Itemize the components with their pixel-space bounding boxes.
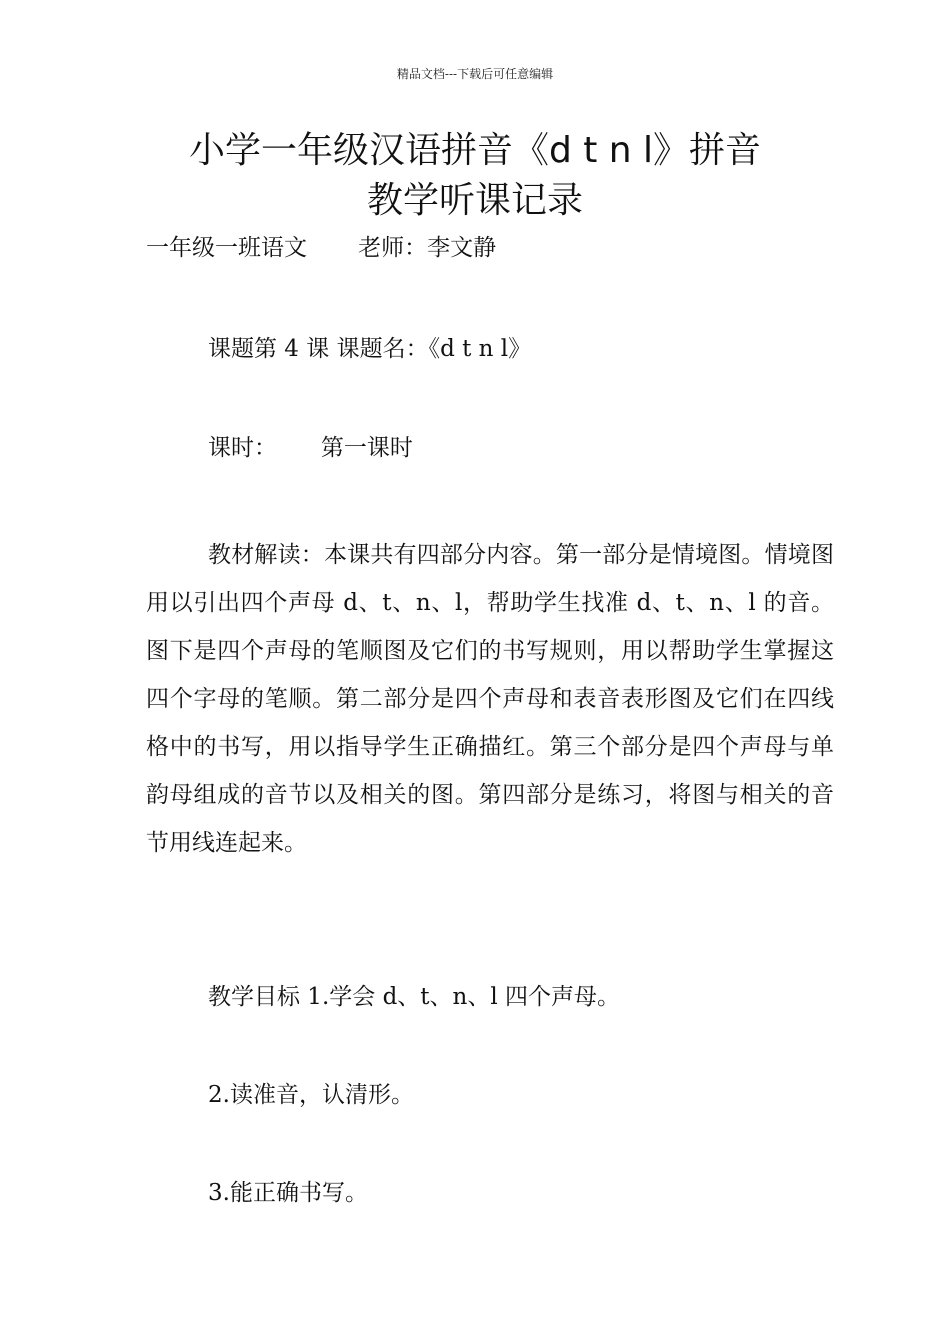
title-line-2: 教学听课记录 xyxy=(366,180,583,221)
teaching-goal-2: 2.读准音，认清形。 xyxy=(208,1082,414,1108)
title-line-1: 小学一年级汉语拼音《d t n l》拼音 xyxy=(188,130,762,171)
lesson-title-line: 课题第 4 课 课题名：《d t n l》 xyxy=(208,336,532,362)
teaching-goal-1: 教学目标 1.学会 d、t、n、l 四个声母。 xyxy=(208,984,621,1010)
header-note: 精品文档---下载后可任意编辑 xyxy=(396,67,554,81)
material-reading-paragraph: 教材解读：本课共有四部分内容。第一部分是情境图。情境图用以引出四个声母 d、t、n、l，帮助学生找准 d、t、n、l 的音。图下是四个声母的笔顺图及它们的书写规则，用以帮助学生掌握这四个字母的笔顺。第二部分是四个声母和表音表形图及它们在四线格中的书写，用以指导学生正确描红。第三个部分是四个声母与单韵母组成的音节以及相关的图。第四部分是练习，将图与相关的音节用线连起来。 xyxy=(146,542,834,856)
document-title xyxy=(80,126,870,226)
lesson-period-line: 课时： 第一课时 xyxy=(208,435,413,461)
class-teacher-line: 一年级一班语文 老师：李文静 xyxy=(146,235,497,261)
teaching-goal-3: 3.能正确书写。 xyxy=(208,1180,368,1206)
